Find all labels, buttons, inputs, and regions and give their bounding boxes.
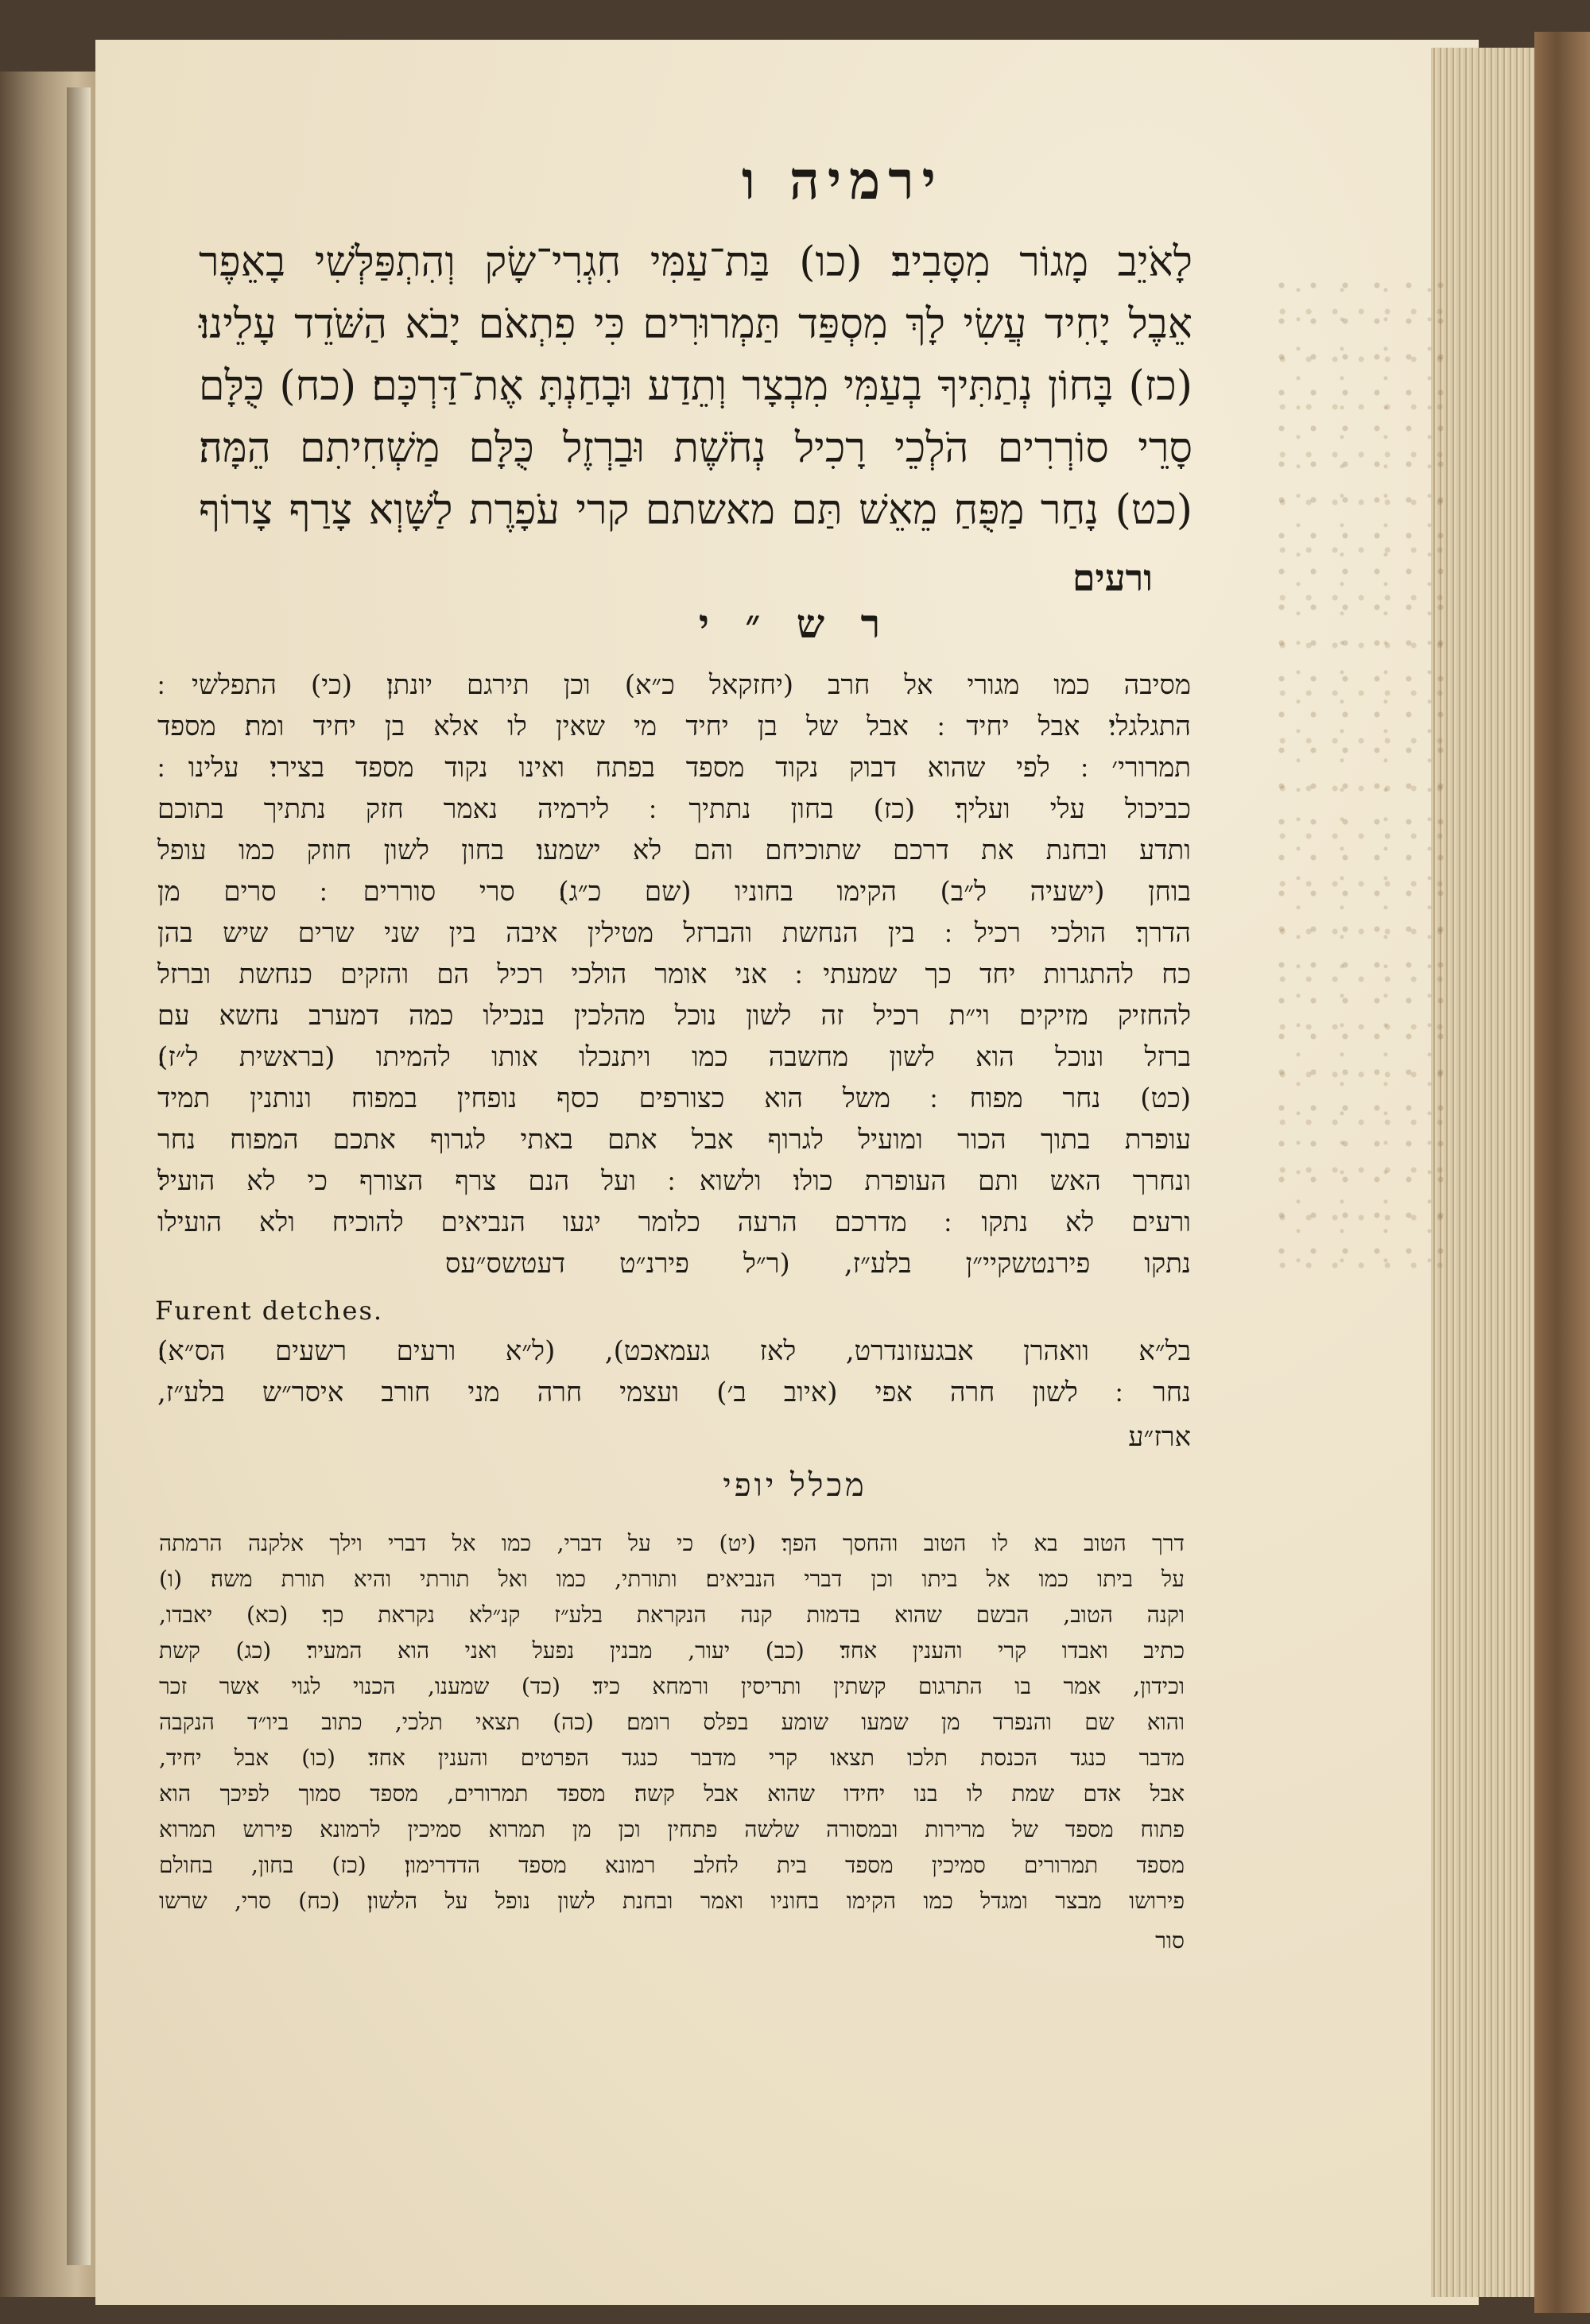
- michlal-line: וקנה הטוב, הבשם שהוא בדמות קנה הנקראת בלע״ז קנ״לא נקראת כך׃ (כא) יאבדו,: [159, 1602, 1185, 1628]
- rashi-line: בל״א וואהרן אבגעזונדרט, לאז געמאכט), (ל״א ורעים רשעים הס״א)׃: [157, 1335, 1191, 1367]
- rashi-line: כח להתגרות יחד כך שמעתי ׃ אני אומר הולכי רכיל הם והזקים כנחשת וברזל: [157, 959, 1191, 990]
- rashi-heading: ר ש ״ י: [698, 600, 892, 647]
- latin-gloss: Furent detches.: [155, 1296, 384, 1326]
- verse-tail-word: ורעים: [1072, 556, 1153, 599]
- book-cover-edge: [1534, 32, 1590, 2313]
- rashi-line: מסיבה כמו מגורי אל חרב (יחזקאל כ״א) וכן תירגם יונתן׃ (כי) התפלשי ׃: [157, 669, 1191, 701]
- rashi-line: נתקו פירנטשקיי״ן בלע״ז, (ר״ל פירנ״ט דעטשס״עס: [445, 1248, 1191, 1280]
- rashi-line: ורעים לא נתקו ׃ מדרכם הרעה כלומר יגעו הנביאים להוכיח ולא הועילו: [157, 1207, 1191, 1238]
- rashi-line: בוחן (ישעיה ל״ב) הקימו בחוניו (שם כ״ג)׃ סרי סוררים ׃ סרים מן: [157, 876, 1191, 908]
- book-spine: [67, 87, 91, 2265]
- verse-line: (כז) בָּחוֹן נְתַתִּיךָ בְעַמִּי מִבְצָר וְתֵדַע וּבָחַנְתָּ אֶת־דַּרְכָּם׃ (כח) כֻּלָּם: [199, 362, 1192, 410]
- verse-line: לָאֹיֵב מָגוֹר מִסָּבִיב׃ (כו) בַּת־עַמִּי חִגְרִי־שָׂק וְהִתְפַּלְּשִׁי בָאֵפֶר: [199, 238, 1192, 286]
- michlal-line: פירושו מבצר ומגדל כמו הקימו בחוניו ואמר ובחנת לשון נופל על הלשון׃ (כח) סרי, שרשו: [159, 1888, 1185, 1914]
- michlal-line: אבל אדם שמת לו בנו יחידו שהוא אבל קשה׃ מספד תמרורים, מספד סמוך לפיכך הוא: [159, 1780, 1185, 1807]
- michlal-line: כתיב ואבדו קרי והענין אחד׃ (כב) יעור, מבנין נפעל ואני הוא המעיר׃ (כג) קשת: [159, 1637, 1185, 1664]
- rashi-line: כביכול עלי ועליך׃ (כז) בחון נתתיך ׃ לירמיה נאמר חזק נתתיך בתוכם: [157, 793, 1191, 825]
- verse-line: סָרֵי סוֹרְרִים הֹלְכֵי רָכִיל נְחֹשֶׁת וּבַרְזֶל כֻּלָּם מַשְׁחִיתִם הֵמָּה׃: [199, 424, 1192, 472]
- michlal-line: סור: [1155, 1927, 1185, 1954]
- michlal-line: וכידון, אמר בו התרגום קשתין ותריסין ורמחא כיד׃ (כד) שמענו, הכנוי לגוי אשר זכר: [159, 1673, 1185, 1699]
- rashi-line: ונחרך האש ותם העופרת כולו׃ ולשוא ׃ ועל הנם צרף הצורף כי לא הועיל׃: [157, 1165, 1191, 1197]
- michlal-line: פתוח מספד של מרירות ובמסורה שלשה פתחין וכן מן תמרוא סמיכין לרמונא פירוש תמרוא: [159, 1816, 1185, 1842]
- verse-line: אֵבֶל יָחִיד עֲשִׂי לָךְ מִסְפַּד תַּמְרוּרִים כִּי פִתְאֹם יָבֹא הַשֹּׁדֵד עָלֵינוּ׃: [199, 300, 1192, 348]
- verse-line: (כט) נָחַר מַפֻּחַ מֵאֵשׁ תַּם מאשתם קרי עֹפָרֶת לַשָּׁוְא צָרַף צָרוֹף: [199, 486, 1192, 534]
- michlal-line: מדבר כנגד הכנסת תלכו תצאו קרי מדבר כנגד הפרטים והענין אחד׃ (כו) אבל יחיד,: [159, 1745, 1185, 1771]
- rashi-line: ותדע ובחנת את דרכם שתוכיחם והם לא ישמעו׃ בחון לשון חוזק כמו עופל: [157, 835, 1191, 866]
- rashi-line: התגלגלי׃ אבל יחיד ׃ אבל של בן יחיד מי שאין לו אלא בן יחיד ומת׃ מספד: [157, 711, 1191, 742]
- page-header-title: ירמיה ו: [742, 149, 944, 211]
- rashi-line: (כט) נחר מפוח ׃ משל הוא כצורפים כסף נופחין במפוח ונותנין תמיד: [157, 1083, 1191, 1114]
- michlal-line: על ביתו כמו אל ביתו וכן דברי הנביאים׃ ותורתי, כמו ואל תורתי והיא תורת משה׃ (ו): [159, 1566, 1185, 1592]
- rashi-line: ארז״ע: [1128, 1421, 1191, 1453]
- michlal-line: והוא שם והנפרד מן שמעו שומע בפלס רומם׃ (כה) תצאי תלכי, כתוב ביו״ד הנקבה: [159, 1709, 1185, 1735]
- rashi-line: תמרורי׳ ׃ לפי שהוא דבוק נקוד מספד בפתח ואינו נקוד מספד בצירי׃ עלינו ׃: [157, 752, 1191, 784]
- rashi-line: עופרת בתוך הכור ומועיל לגרוף אבל אתם באתי לגרוף אתכם המפוח נחר: [157, 1124, 1191, 1156]
- michlal-line: מספד תמרורים סמיכין מספד בית לחלב רמונא מספד הדדרימון׃ (כז) בחון, בחולם: [159, 1852, 1185, 1878]
- rashi-line: הדרך׃ הולכי רכיל ׃ בין הנחשת והברזל מטילין איבה בין שני שרים שיש בהן: [157, 917, 1191, 949]
- michlal-yofi-heading: מכלל יופי: [723, 1467, 867, 1504]
- rashi-line: נחר ׃ לשון חרה אפי (איוב ב׳) ועצמי חרה מני חורב איסר״ש בלע״ז,: [157, 1377, 1191, 1408]
- michlal-line: דרך הטוב בא לו הטוב והחסך הפך׃ (יט) כי על דברי, כמו אל דברי וילך אלקנה הרמתה: [159, 1530, 1185, 1556]
- rashi-line: להחזיק מזיקים וי״ת רכיל זה לשון נוכל מהלכין בנכילו כמה דמערב נחשא עם: [157, 1000, 1191, 1032]
- page-foxing-stains: [1272, 278, 1447, 1272]
- rashi-line: ברזל ונוכל הוא לשון מחשבה כמו ויתנכלו אותו להמיתו (בראשית ל״ז)׃: [157, 1041, 1191, 1073]
